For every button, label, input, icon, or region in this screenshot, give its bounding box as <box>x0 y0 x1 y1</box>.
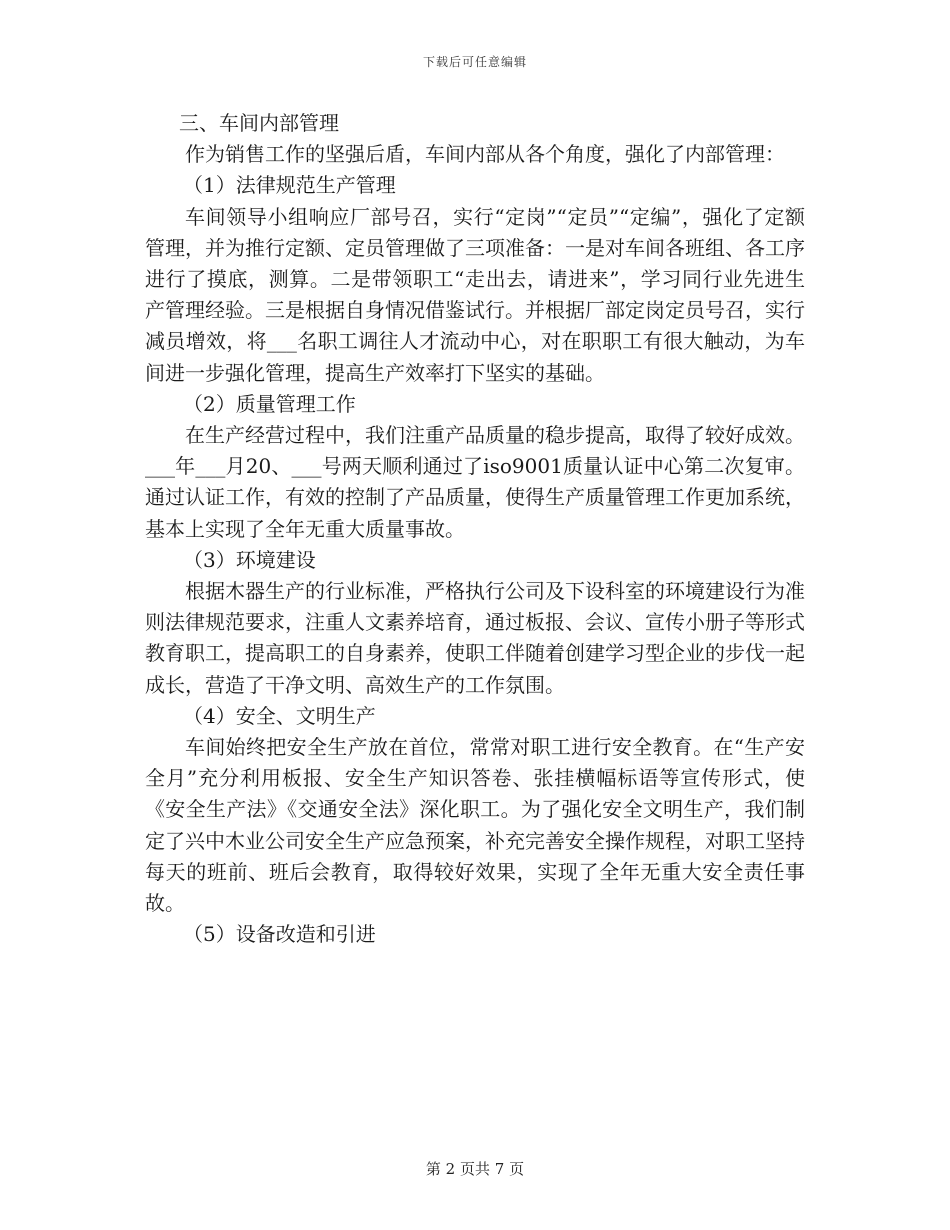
paragraph-environment: 根据木器生产的行业标准，严格执行公司及下设科室的环境建设行为准则法律规范要求，注重人文素养培育，通过板报、会议、宣传小册子等形式教育职工，提高职工的自身素养，使职工伴随着创建学习型企业的步伐一起成长，营造了干净文明、高效生产的工作氛围。 <box>145 579 805 697</box>
page-footer: 第 2 页共 7 页 <box>425 1160 525 1178</box>
page-header: 下载后可任意编辑 <box>422 55 527 69</box>
subsection-heading-1: （1）法律规范生产管理 <box>183 173 396 198</box>
subsection-heading-2: （2）质量管理工作 <box>183 391 356 416</box>
section-heading: 三、车间内部管理 <box>179 111 339 135</box>
document-body <box>145 108 805 950</box>
paragraph-production-management: 车间领导小组响应厂部号召，实行“定岗”“定员”“定编”，强化了定额管理，并为推行定额、定员管理做了三项准备：一是对车间各班组、各工序进行了摸底，测算。二是带领职工“走出去，请进来”，学习同行业先进生产管理经验。三是根据自身情况借鉴试行。并根据厂部定岗定员号召，实行减员增效，将___名职工调往人才流动中心，对在职职工有很大触动，为车间进一步强化管理，提高生产效率打下坚实的基础。 <box>145 204 805 385</box>
subsection-heading-3: （3）环境建设 <box>183 547 316 572</box>
paragraph-quality-management: 在生产经营过程中，我们注重产品质量的稳步提高，取得了较好成效。___年___月20、___号两天顺利通过了iso9001质量认证中心第二次复审。通过认证工作，有效的控制了产品质量，使得生产质量管理工作更加系统，基本上实现了全年无重大质量事故。 <box>145 423 805 541</box>
subsection-heading-4: （4）安全、文明生产 <box>183 703 376 728</box>
subsection-heading-5: （5）设备改造和引进 <box>183 922 376 947</box>
paragraph-safety: 车间始终把安全生产放在首位，常常对职工进行安全教育。在“生产安全月”充分利用板报、安全生产知识答卷、张挂横幅标语等宣传形式，使《安全生产法》《交通安全法》深化职工。为了强化安全文明生产，我们制定了兴中木业公司安全生产应急预案，补充完善安全操作规程，对职工坚持每天的班前、班后会教育，取得较好效果，实现了全年无重大安全责任事故。 <box>145 735 805 916</box>
intro-paragraph: 作为销售工作的坚强后盾，车间内部从各个角度，强化了内部管理： <box>185 142 785 167</box>
